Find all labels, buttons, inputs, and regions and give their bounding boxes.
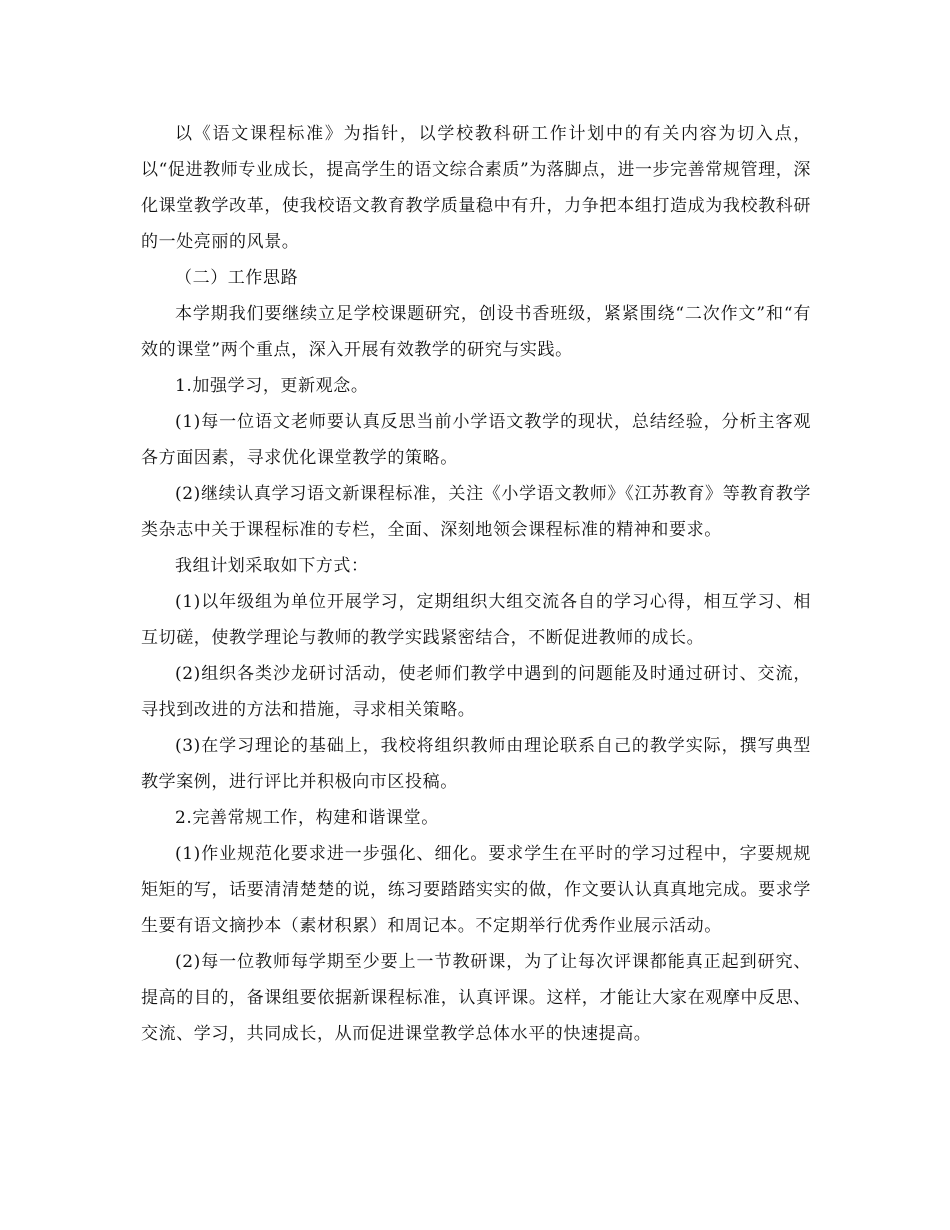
document-body	[141, 116, 811, 1052]
section-heading-work-ideas: （二）工作思路	[175, 268, 299, 288]
list-item-reflect: (1)每一位语文老师要认真反思当前小学语文教学的现状，总结经验，分析主客观各方面因素，寻求优化课堂教学的策略。	[141, 412, 811, 468]
list-item-study-standards: (2)继续认真学习语文新课程标准，关注《小学语文教师》《江苏教育》等教育教学类杂志中关于课程标准的专栏，全面、深刻地领会课程标准的精神和要求。	[141, 484, 811, 540]
list-item-salon-activities: (2)组织各类沙龙研讨活动，使老师们教学中遇到的问题能及时通过研讨、交流，寻找到改进的方法和措施，寻求相关策略。	[141, 664, 811, 720]
list-item-teaching-cases: (3)在学习理论的基础上，我校将组织教师由理论联系自己的教学实际，撰写典型教学案例，进行评比并积极向市区投稿。	[141, 736, 811, 792]
subheading-routine-work: 2.完善常规工作，构建和谐课堂。	[175, 808, 439, 828]
list-item-homework-standards: (1)作业规范化要求进一步强化、细化。要求学生在平时的学习过程中，字要规规矩矩的写，话要清清楚楚的说，练习要踏踏实实的做，作文要认认真真地完成。要求学生要有语文摘抄本（素材积累）和周记本。不定期举行优秀作业展示活动。	[141, 844, 811, 936]
list-item-research-lessons: (2)每一位教师每学期至少要上一节教研课，为了让每次评课都能真正起到研究、提高的目的，备课组要依据新课程标准，认真评课。这样，才能让大家在观摩中反思、交流、学习，共同成长，从而促进课堂教学总体水平的快速提高。	[141, 952, 811, 1044]
paragraph-semester-focus: 本学期我们要继续立足学校课题研究，创设书香班级，紧紧围绕“二次作文”和“有效的课堂”两个重点，深入开展有效教学的研究与实践。	[141, 304, 811, 360]
subheading-strengthen-learning: 1.加强学习，更新观念。	[175, 376, 369, 396]
paragraph-guiding-principle: 以《语文课程标准》为指针，以学校教科研工作计划中的有关内容为切入点，以“促进教师专业成长，提高学生的语文综合素质”为落脚点，进一步完善常规管理，深化课堂教学改革，使我校语文教育教学质量稳中有升，力争把本组打造成为我校教科研的一处亮丽的风景。	[141, 124, 811, 252]
list-item-grade-group-study: (1)以年级组为单位开展学习，定期组织大组交流各自的学习心得，相互学习、相互切磋，使教学理论与教师的教学实践紧密结合，不断促进教师的成长。	[141, 592, 811, 648]
paragraph-plan-methods: 我组计划采取如下方式：	[175, 556, 369, 576]
